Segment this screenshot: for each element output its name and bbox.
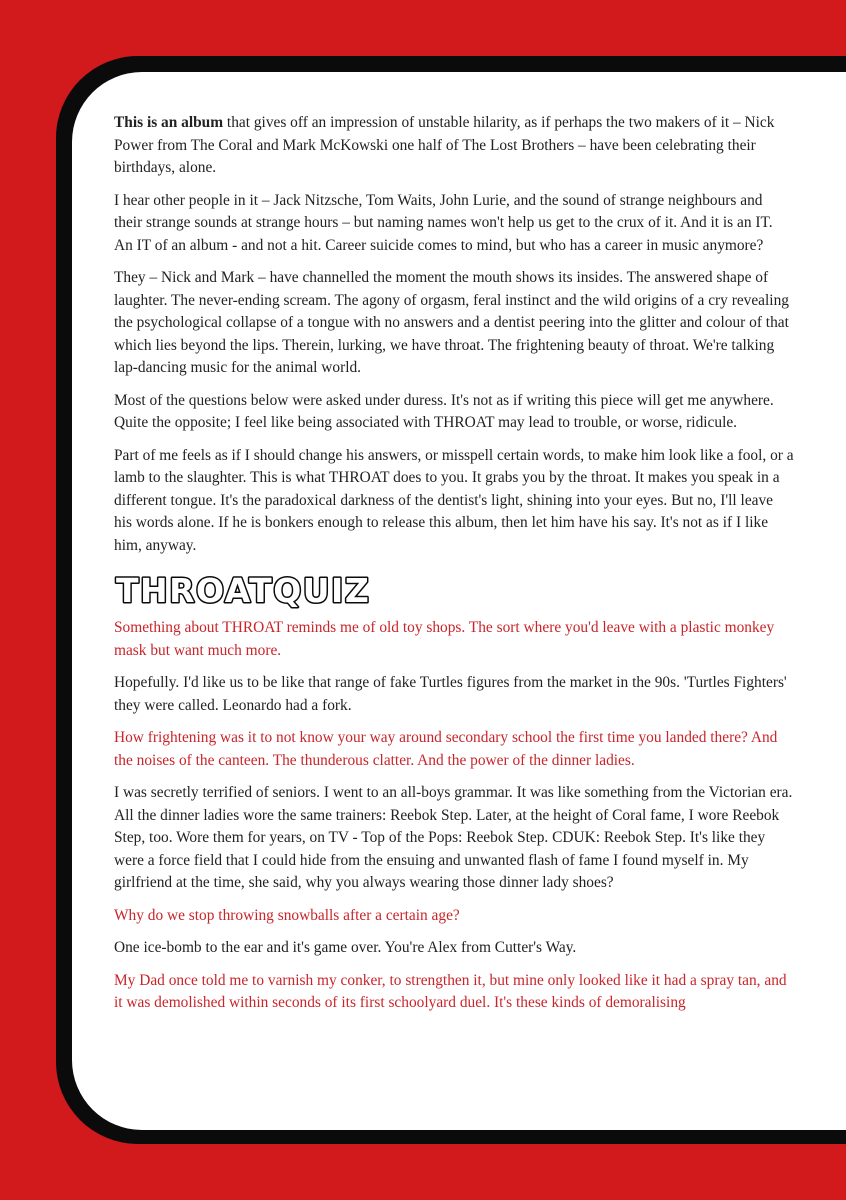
intro-paragraph-1 [114,112,794,180]
throatquiz-heading-graphic [114,567,444,611]
intro-lead: This is an album [114,114,224,131]
heading-outline: THROATQUIZ [116,571,371,610]
article-body [114,112,794,1025]
quiz-answer-3: One ice-bomb to the ear and it's game over. You're Alex from Cutter's Way. [114,939,577,956]
page-card [72,72,846,1130]
intro-paragraph-3: They – Nick and Mark – have channelled the moment the mouth shows its insides. The answered shape of laughter. The never-ending scream. The agony of orgasm, feral instinct and the wild origins of a cry revealing the psychological collapse of a tongue with no answers and a dentist peering into the glitter and colour of that which lies beyond the lips. Therein, lurking, we have throat. The frightening beauty of throat. We're talking lap-dancing music for the animal world. [114,269,789,376]
intro-paragraph-5: Part of me feels as if I should change his answers, or misspell certain words, to make him look like a fool, or a lamb to the slaughter. This is what THROAT does to you. It grabs you by the throat. It makes you speak in a different tongue. It's the paradoxical darkness of the dentist's light, shining into your eyes. But no, I'll leave his words alone. If he is bonkers enough to release this album, then let him have his say. It's not as if I like him, anyway. [114,446,794,554]
quiz-question-4: My Dad once told me to varnish my conker, to strengthen it, but mine only looked like it had a spray tan, and it was demolished within seconds of its first schoolyard duel. It's these kinds of demoralising [114,971,787,1011]
intro-p1-rest: that gives off an impression of unstable hilarity, as if perhaps the two makers of it – Nick Power from The Coral and Mark McKowski one half of The Lost Brothers – have been celebrating their birthdays, alone. [114,114,775,176]
quiz-question-1: Something about THROAT reminds me of old toy shops. The sort where you'd leave with a plastic monkey mask but want much more. [114,619,775,659]
intro-paragraph-2: I hear other people in it – Jack Nitzsche, Tom Waits, John Lurie, and the sound of strange neighbours and their strange sounds at strange hours – but naming names won't help us get to the crux of it. And it is an IT. An IT of an album - and not a hit. Career suicide comes to mind, but who has a career in music anymore? [114,191,773,254]
quiz-answer-1: Hopefully. I'd like us to be like that range of fake Turtles figures from the market in the 90s. 'Turtles Fighters' they were called. Leonardo had a fork. [114,674,787,714]
quiz-question-2: How frightening was it to not know your way around secondary school the first time you landed there? And the noises of the canteen. The thunderous clatter. And the power of the dinner ladies. [114,729,778,769]
quiz-question-3: Why do we stop throwing snowballs after a certain age? [114,906,460,924]
intro-paragraph-4: Most of the questions below were asked under duress. It's not as if writing this piece will get me anywhere. Quite the opposite; I feel like being associated with THROAT may lead to trouble, or worse, ridicule. [114,391,774,431]
quiz-answer-2: I was secretly terrified of seniors. I went to an all-boys grammar. It was like something from the Victorian era. All the dinner ladies wore the same trainers: Reebok Step. Later, at the height of Coral fame, I wore Reebok Step, too. Wore them for years, on TV - Top of the Pops: Reebok Step. CDUK: Reebok Step. It's like they were a force field that I could hide from the ensuing and unwanted flash of fame I found myself in. My girlfriend at the time, she said, why you always wearing those dinner lady shoes? [114,784,793,891]
section-heading [114,567,794,611]
